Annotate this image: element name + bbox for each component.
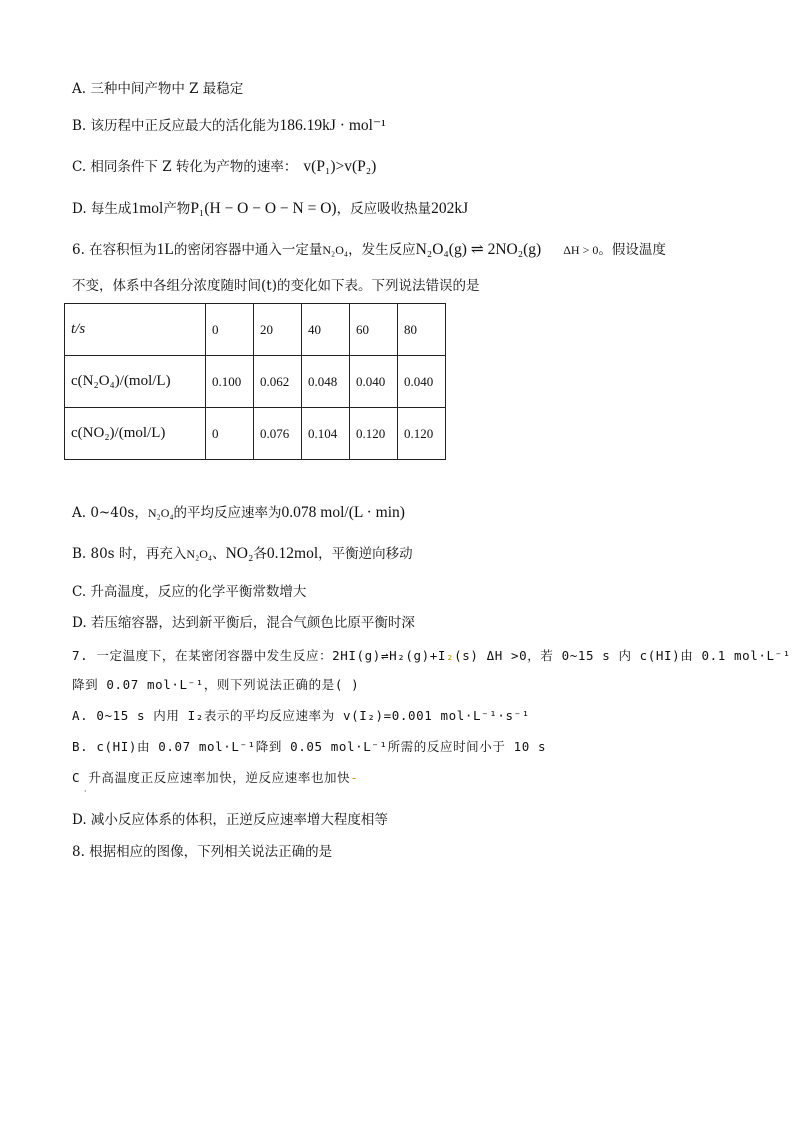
q6-option-b-amount: 0.12mol [266,545,319,562]
q6-option-b-species1: N₂O₄ [186,547,213,561]
q7-stem-text3: (s) ΔH >0，若 0~15 s 内 c(HI)由 0.1 mol·L⁻¹ [454,648,791,663]
table-cell: 0.048 [302,356,350,408]
q5-option-d-text1: D. 每生成 [72,201,132,217]
q6-reactant: N₂O₄ [322,243,349,257]
q6-option-a-text2: 的平均反应速率为 [173,505,282,521]
q6-option-b-sep: 、 [212,546,226,562]
q5-option-a [72,79,243,99]
q5-option-d-text3: ，反应吸收热量 [336,201,432,217]
table-cell: 20 [254,304,302,356]
table-row [65,304,446,356]
q5-option-d-text2: 产物 [163,201,191,217]
q5-option-d-product: P₁(H − O − O − N = O) [190,200,337,217]
q7-option-d [72,810,388,830]
q6-stem-line1 [72,240,666,260]
q7-option-a [72,706,530,726]
table-cell: 0.120 [398,408,446,460]
q6-option-c [72,582,306,602]
q6-option-b [72,544,413,564]
table-cell: 0.100 [206,356,254,408]
q6-stem-text4: 。假设温度 [598,242,666,258]
q7-stem-text4: 降到 0.07 mol·L⁻¹，则下列说法正确的是( ) [72,677,360,692]
q5-option-b-text: B. 该历程中正反应最大的活化能为 [72,118,280,134]
q5-option-b-value: 186.19kJ · mol⁻¹ [279,117,386,134]
table-row [65,408,446,460]
q6-option-b-text3: ，平衡逆向移动 [318,546,413,562]
q7-stem-line1 [72,646,791,666]
q6-option-c-text: C. 升高温度，反应的化学平衡常数增大 [72,584,307,600]
q6-option-a-species: N₂O₄ [147,506,174,520]
concentration-table [64,303,446,460]
table-row [65,356,446,408]
q5-option-b [72,116,386,136]
table-cell: 0.104 [302,408,350,460]
table-cell: 0.120 [350,408,398,460]
q6-option-a-rate: 0.078 mol/(L · min) [281,504,405,521]
q5-option-c [72,157,376,177]
q7-option-a-text: A. 0~15 s 内用 I₂表示的平均反应速率为 v(I₂)=0.001 mol·L⁻¹·s⁻¹ [72,708,530,723]
q5-option-c-text: C. 相同条件下 Z 转化为产物的速率： [72,159,298,175]
q8-stem [72,842,332,862]
q6-option-d [72,613,415,633]
q6-stem-text1: 6. 在容积恒为 [72,242,157,258]
q6-option-d-text: D. 若压缩容器，达到新平衡后，混合气颜色比原平衡时深 [72,615,415,631]
q8-stem-text: 8. 根据相应的图像，下列相关说法正确的是 [72,844,333,860]
table-cell: 40 [302,304,350,356]
q6-option-a-text: A. 0~40s， [72,505,148,521]
q6-option-a [72,503,405,523]
q6-option-b-text2: 各 [253,546,267,562]
q5-option-d-amount: 1mol [131,200,164,217]
q6-volume: 1L [156,241,174,258]
q7-option-c [72,768,358,788]
q7-option-c-text: C 升高温度正反应速率加快，逆反应速率也加快 [72,770,351,785]
q5-option-d [72,199,468,219]
table-cell: 0.076 [254,408,302,460]
q7-equilibrium-arrow: ⇌ [380,648,390,663]
table-cell: 0.062 [254,356,302,408]
q5-option-a-text: A. 三种中间产物中 Z 最稳定 [72,81,244,97]
table-cell: 80 [398,304,446,356]
table-cell: 0 [206,304,254,356]
q6-option-b-text: B. 80s 时，再充入 [72,546,187,562]
q6-stem-text2: 的密闭容器中通入一定量 [173,242,323,258]
q6-enthalpy: ΔH > 0 [563,243,599,257]
q7-stem-line2 [72,675,359,695]
q7-stem-text2: H₂(g)+I [389,648,446,663]
table-cell: 0 [206,408,254,460]
q7-highlight-mark: ₂ [445,648,455,663]
q6-stem-text3: ，发生反应 [348,242,416,258]
table-row-header: c(N₂O₄)/(mol/L) [65,356,206,408]
q7-option-b [72,737,546,757]
q6-stem-text5: 不变，体系中各组分浓度随时间(t)的变化如下表。下列说法错误的是 [72,278,480,294]
table-cell: 60 [350,304,398,356]
q7-stem-text1: 7. 一定温度下，在某密闭容器中发生反应：2HI(g) [72,648,381,663]
table-row-header: c(NO₂)/(mol/L) [65,408,206,460]
q6-option-b-species2: NO₂ [225,545,254,562]
table-cell: 0.040 [398,356,446,408]
q7-option-b-text: B. c(HI)由 0.07 mol·L⁻¹降到 0.05 mol·L⁻¹所需的反应时间小于 10 s [72,739,547,754]
q5-option-c-formula: v(P₁)>v(P₂) [303,158,377,175]
q6-stem-line2 [72,276,479,296]
q5-option-d-heat: 202kJ [431,200,469,217]
table-row-header: t/s [65,304,206,356]
stray-dot: · [84,787,87,796]
q7-option-c-mark: - [350,770,359,785]
q7-option-d-text: D. 减小反应体系的体积，正逆反应速率增大程度相等 [72,812,388,828]
q6-equation: N₂O₄(g) ⇌ 2NO₂(g) [415,241,542,258]
table-cell: 0.040 [350,356,398,408]
